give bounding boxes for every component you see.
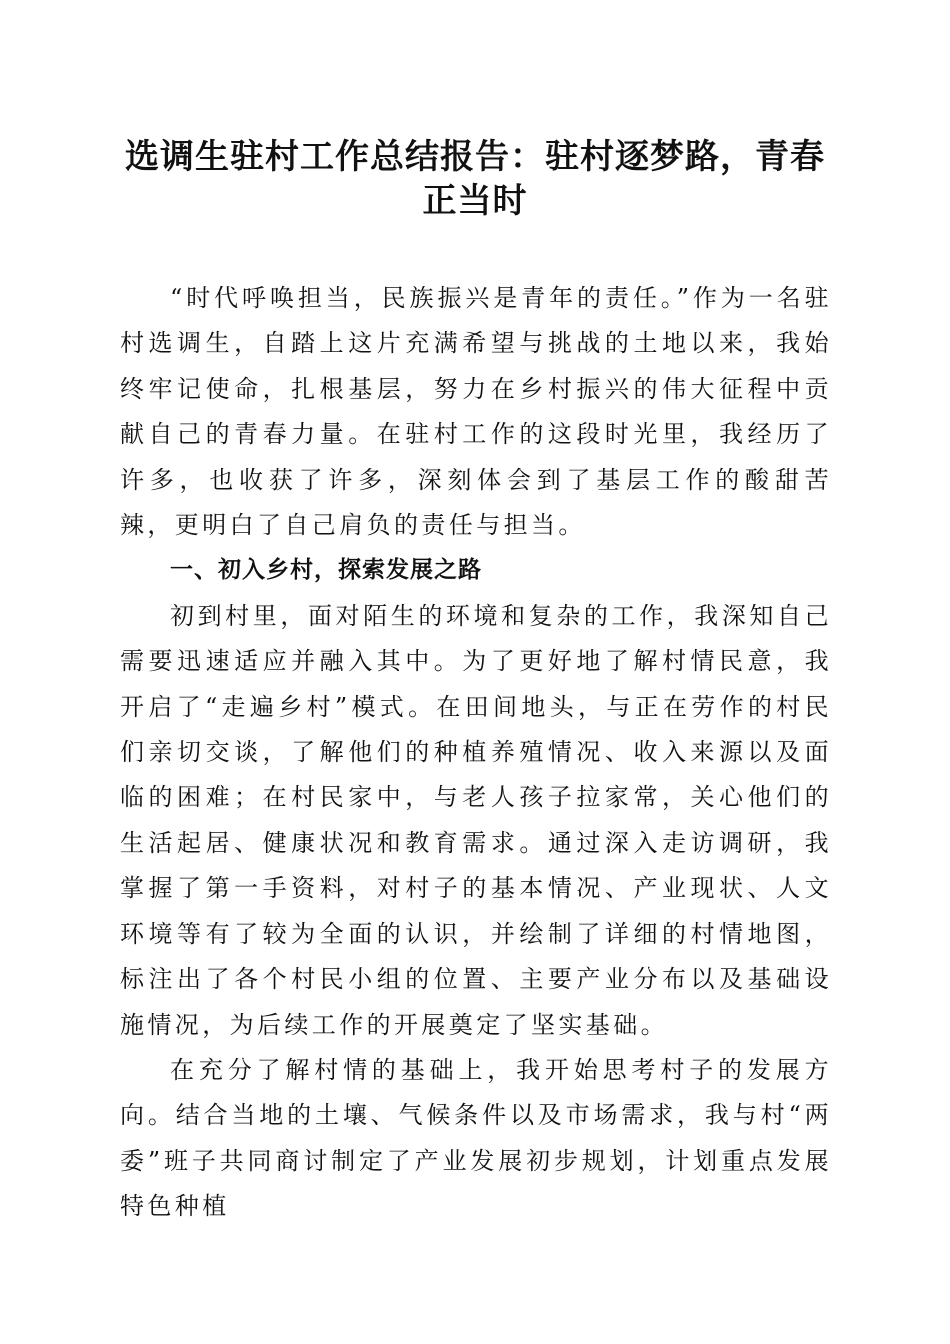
intro-paragraph: “时代呼唤担当，民族振兴是青年的责任。”作为一名驻村选调生，自踏上这片充满希望与挑战的土地以来，我始终牢记使命，扎根基层，努力在乡村振兴的伟大征程中贡献自己的青春力量。在驻村工作的这段时光里，我经历了许多，也收获了许多，深刻体会到了基层工作的酸甜苦辣，更明白了自己肩负的责任与担当。	[120, 284, 832, 540]
section-paragraph-2: 在充分了解村情的基础上，我开始思考村子的发展方向。结合当地的土壤、气候条件以及市场需求，我与村“两委”班子共同商讨制定了产业发展初步规划，计划重点发展特色种植	[120, 1055, 832, 1221]
title-line-2: 正当时	[422, 181, 528, 221]
document-title	[100, 135, 850, 223]
document-body	[120, 276, 832, 1230]
section-heading: 一、初入乡村，探索发展之路	[170, 557, 482, 584]
title-line-1: 选调生驻村工作总结报告：驻村逐梦路，青春	[125, 137, 825, 177]
section-paragraph-1: 初到村里，面对陌生的环境和复杂的工作，我深知自己需要迅速适应并融入其中。为了更好地了解村情民意，我开启了“走遍乡村”模式。在田间地头，与正在劳作的村民们亲切交谈，了解他们的种植养殖情况、收入来源以及面临的困难；在村民家中，与老人孩子拉家常，关心他们的生活起居、健康状况和教育需求。通过深入走访调研，我掌握了第一手资料，对村子的基本情况、产业现状、人文环境等有了较为全面的认识，并绘制了详细的村情地图，标注出了各个村民小组的位置、主要产业分布以及基础设施情况，为后续工作的开展奠定了坚实基础。	[120, 601, 832, 1039]
